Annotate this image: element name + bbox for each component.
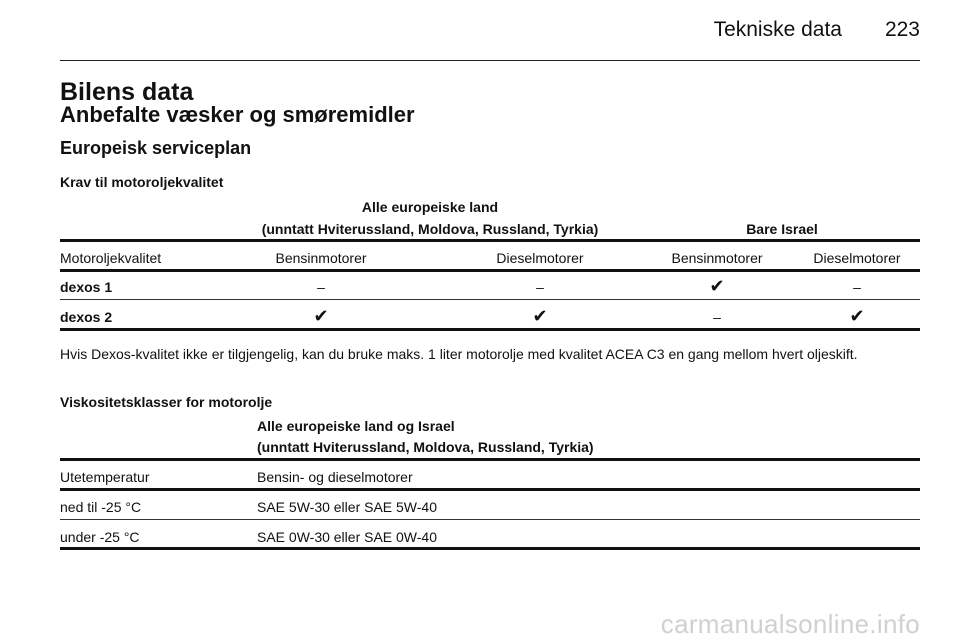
table-rule: [60, 488, 920, 491]
dash-icon: –: [317, 279, 325, 295]
group-header-israel: Bare Israel: [746, 221, 818, 237]
column-header: Bensin- og dieselmotorer: [257, 469, 413, 485]
table-title-oil-quality: Krav til motoroljekvalitet: [60, 174, 224, 190]
checkmark-icon: ✔: [532, 306, 548, 326]
table-row-divider: [60, 519, 920, 520]
table-title-viscosity: Viskositetsklasser for motorolje: [60, 394, 273, 410]
header-divider: [60, 60, 920, 61]
table-rule: [60, 458, 920, 461]
table-rule: [60, 547, 920, 550]
sub-subsection-heading: Europeisk serviceplan: [60, 138, 252, 158]
table-rule: [60, 269, 920, 272]
checkmark-icon: ✔: [313, 306, 329, 326]
dash-icon: –: [713, 309, 721, 325]
group-header-europe-exceptions: (unntatt Hviterussland, Moldova, Russland, Tyrkia): [261, 221, 599, 237]
column-header: Motoroljekvalitet: [60, 250, 162, 266]
group-header-viscosity: Alle europeiske land og Israel: [257, 418, 455, 434]
page-number: 223: [884, 18, 920, 41]
table-cell-temperature: ned til -25 °C: [60, 499, 142, 515]
subsection-heading: Anbefalte væsker og smøremidler: [60, 102, 415, 127]
table-row-divider: [60, 299, 920, 300]
column-header: Bensinmotorer: [275, 250, 367, 266]
table-cell-grade: SAE 0W-30 eller SAE 0W-40: [257, 529, 438, 545]
dash-icon: –: [536, 279, 544, 295]
note-paragraph: Hvis Dexos-kvalitet ikke er tilgjengelig, kan du bruke maks. 1 liter motorolje med kvalitet ACEA C3 en gang mellom hvert oljeskift.: [60, 346, 858, 362]
column-header: Dieselmotorer: [813, 250, 901, 266]
group-header-viscosity-exceptions: (unntatt Hviterussland, Moldova, Russland, Tyrkia): [257, 439, 594, 455]
column-header: Bensinmotorer: [671, 250, 763, 266]
table-row-label: dexos 2: [60, 309, 113, 325]
column-header: Dieselmotorer: [496, 250, 584, 266]
dash-icon: –: [853, 279, 861, 295]
table-cell-temperature: under -25 °C: [60, 529, 140, 545]
watermark: carmanualsonline.info: [660, 609, 920, 639]
checkmark-icon: ✔: [709, 276, 725, 296]
table-rule: [60, 328, 920, 331]
running-header-title: Tekniske data: [713, 18, 842, 41]
checkmark-icon: ✔: [849, 306, 865, 326]
section-heading: Bilens data: [60, 78, 194, 106]
table-row-label: dexos 1: [60, 279, 113, 295]
table-rule: [60, 239, 920, 242]
table-cell-grade: SAE 5W-30 eller SAE 5W-40: [257, 499, 438, 515]
column-header: Utetemperatur: [60, 469, 150, 485]
group-header-europe: Alle europeiske land: [361, 199, 499, 215]
